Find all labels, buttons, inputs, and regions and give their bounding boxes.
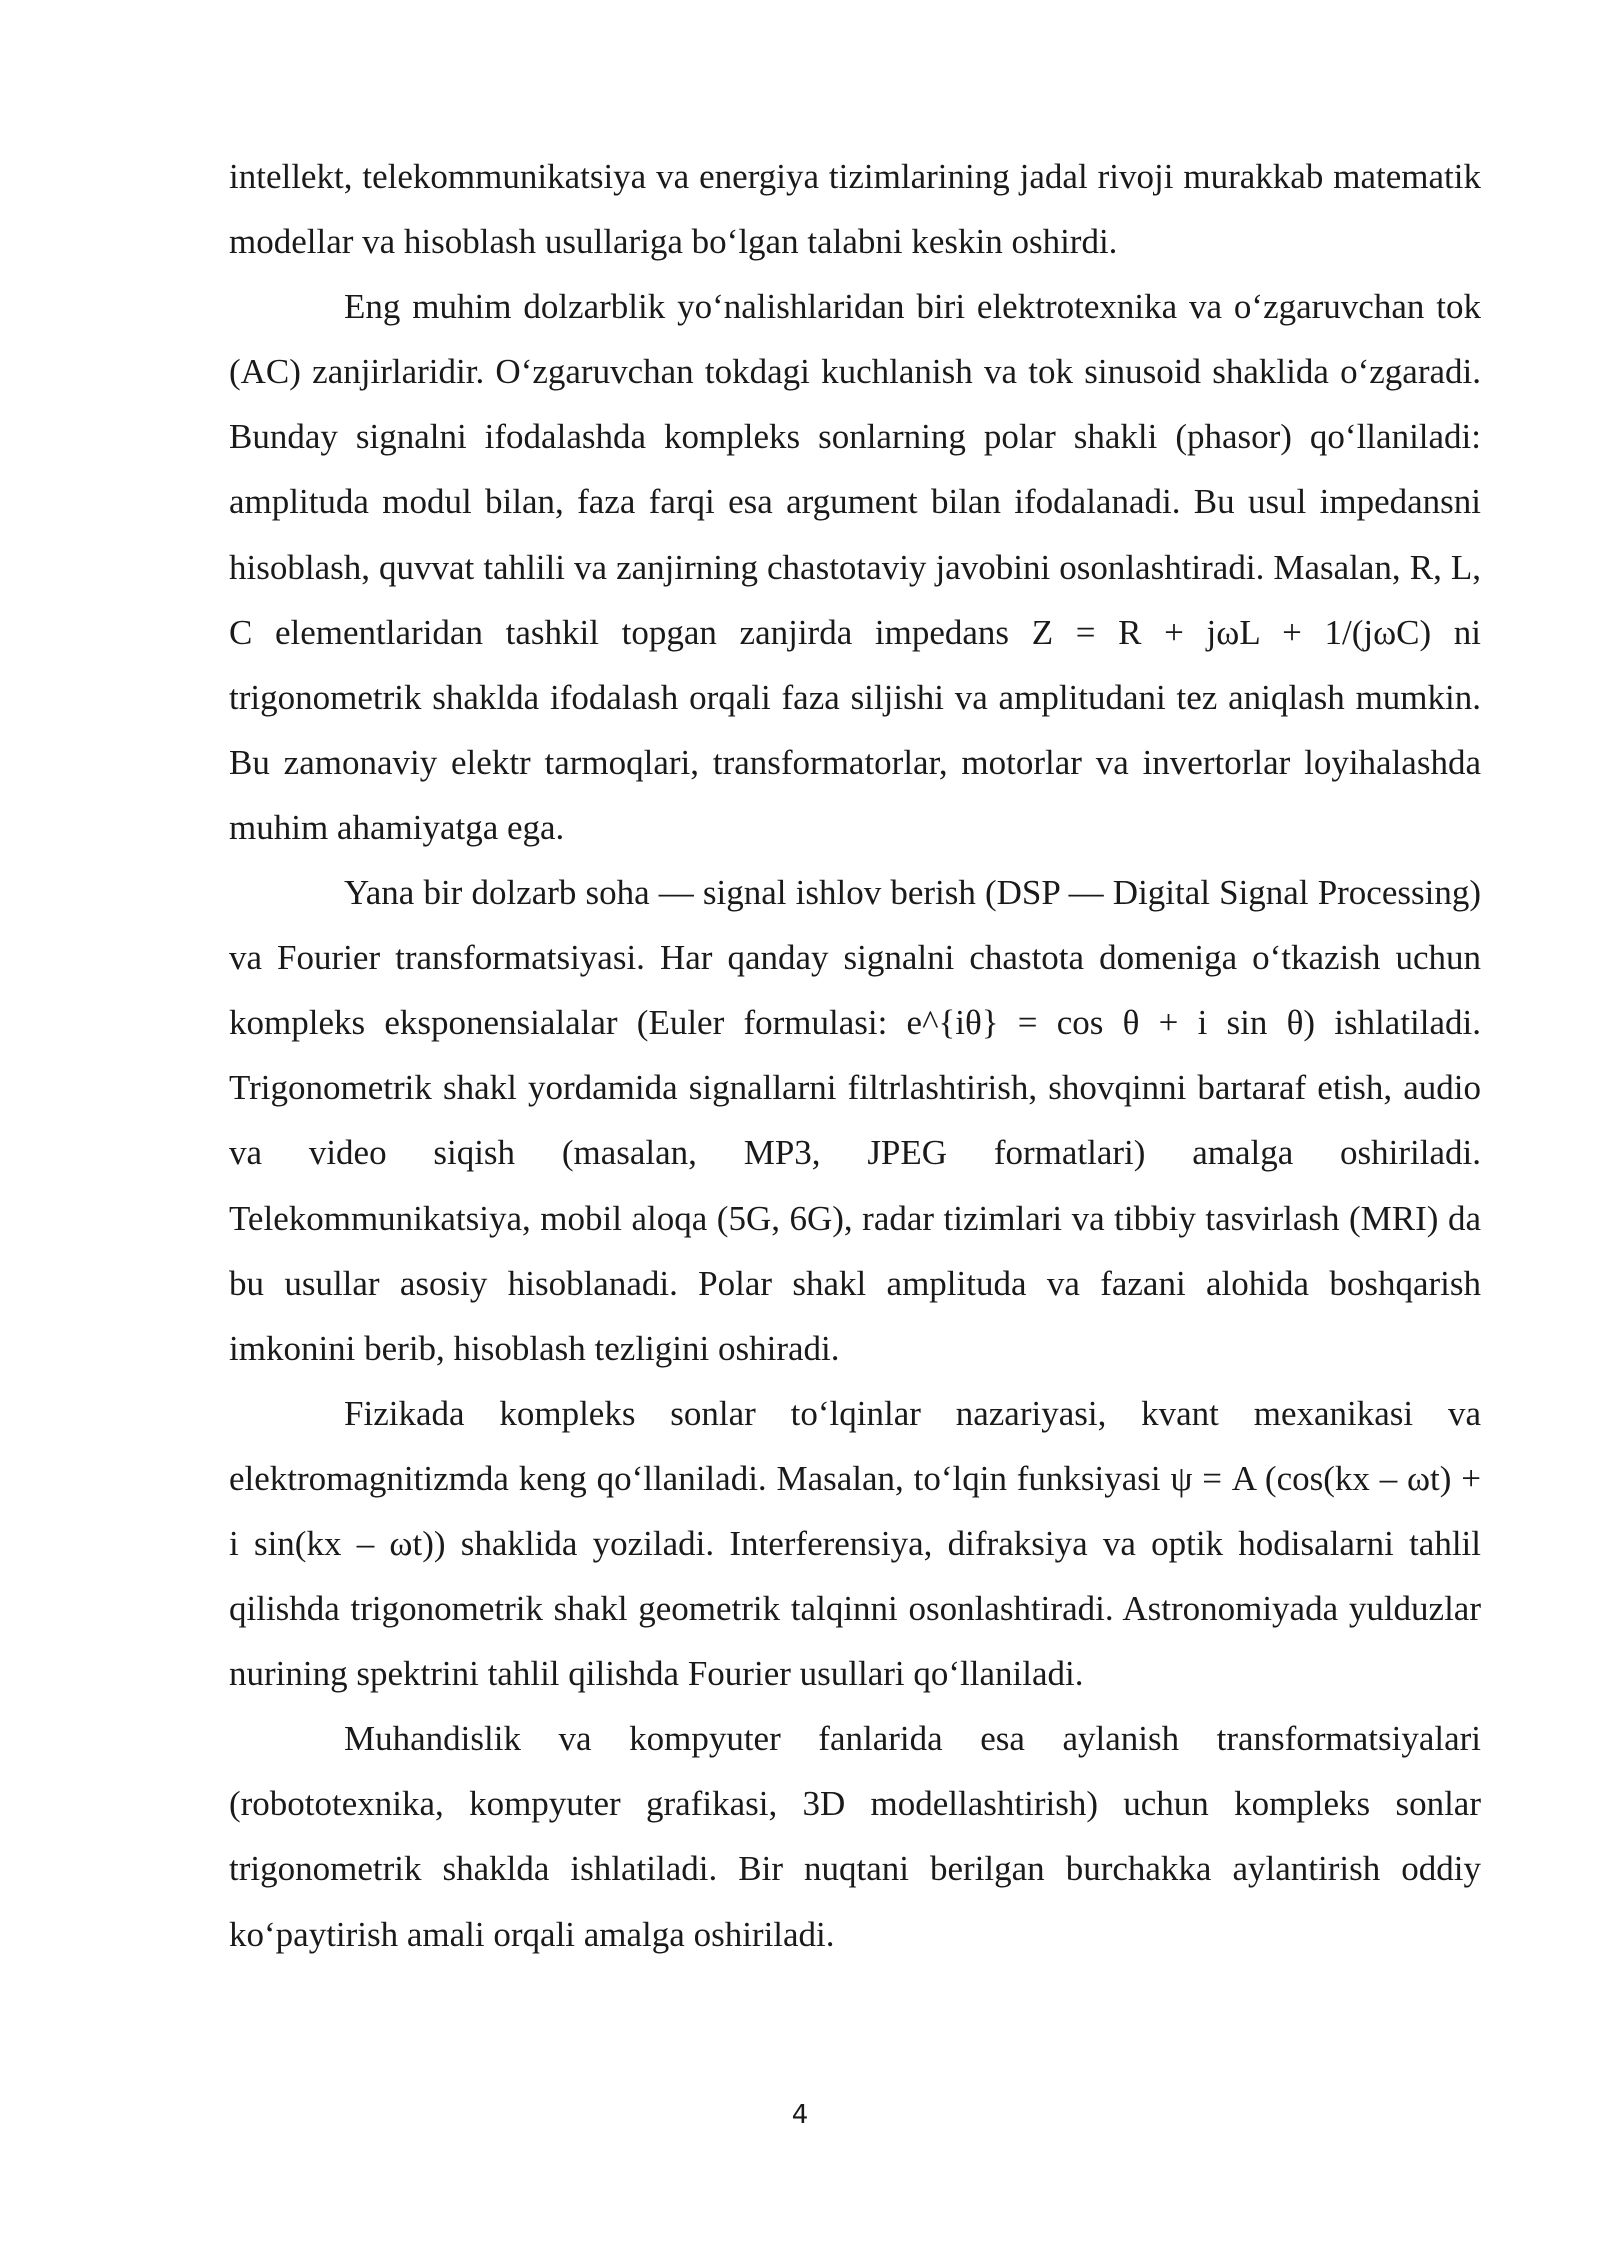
paragraph-continuation: intellekt, telekommunikatsiya va energiya tizimlarining jadal rivoji murakkab matematik modellar va hisoblash usullariga bo‘lgan talabni keskin oshirdi. xyxy=(229,157,1481,262)
paragraph-physics: Fizikada kompleks sonlar to‘lqinlar nazariyasi, kvant mexanikasi va elektromagnitizmda keng qo‘llaniladi. Masalan, to‘lqin funksiyasi ψ = A (cos(kx – ωt) + i sin(kx – ωt)) shaklida yoziladi. Interferensiya, difraksiya va optik hodisalarni tahlil qilishda trigonometrik shakl geometrik talqinni osonlashtiradi. Astronomiyada yulduzlar nurining spektrini tahlil qilishda Fourier usullari qo‘llaniladi. xyxy=(229,1393,1481,1694)
paragraph-electrical-engineering: Eng muhim dolzarblik yo‘nalishlaridan biri elektrotexnika va o‘zgaruvchan tok (AC) zanjirlaridir. O‘zgaruvchan tokdagi kuchlanish va tok sinusoid shaklida o‘zgaradi. Bunday signalni ifodalashda kompleks sonlarning polar shakli (phasor) qo‘llaniladi: amplituda modul bilan, faza farqi esa argument bilan ifodalanadi. Bu usul impedansni hisoblash, quvvat tahlili va zanjirning chastotaviy javobini osonlashtiradi. Masalan, R, L, C elementlaridan tashkil topgan zanjirda impedans Z = R + jωL + 1/(jωC) ni trigonometrik shaklda ifodalash orqali faza siljishi va amplitudani tez aniqlash mumkin. Bu zamonaviy elektr tarmoqlari, transformatorlar, motorlar va invertorlar loyihalashda muhim ahamiyatga ega. xyxy=(229,287,1481,847)
paragraph-signal-processing: Yana bir dolzarb soha — signal ishlov berish (DSP — Digital Signal Processing) va Fourier transformatsiyasi. Har qanday signalni chastota domeniga o‘tkazish uchun kompleks eksponensialalar (Euler formulasi: e^{iθ} = cos θ + i sin θ) ishlatiladi. Trigonometrik shakl yordamida signallarni filtrlashtirish, shovqinni bartaraf etish, audio va video siqish (masalan, MP3, JPEG formatlari) amalga oshiriladi. Telekommunikatsiya, mobil aloqa (5G, 6G), radar tizimlari va tibbiy tasvirlash (MRI) da bu usullar asosiy hisoblanadi. Polar shakl amplituda va fazani alohida boshqarish imkonini berib, hisoblash tezligini oshiradi. xyxy=(229,873,1481,1368)
page-number: 4 xyxy=(791,2100,809,2130)
document-body xyxy=(229,144,1481,1967)
paragraph-engineering-cs: Muhandislik va kompyuter fanlarida esa aylanish transformatsiyalari (robototexnika, kompyuter grafikasi, 3D modellashtirish) uchun kompleks sonlar trigonometrik shaklda ishlatiladi. Bir nuqtani berilgan burchakka aylantirish oddiy ko‘paytirish amali orqali amalga oshiriladi. xyxy=(229,1719,1481,1954)
